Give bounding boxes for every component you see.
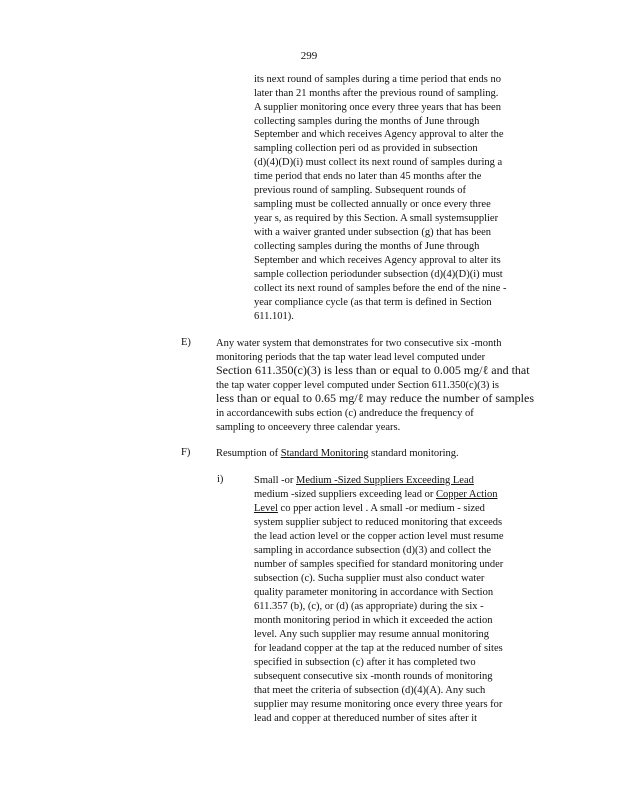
- item-f-line: [216, 447, 459, 461]
- paragraph-line: later than 21 months after the previous round of sampling.: [254, 88, 499, 99]
- paragraph-line: [254, 488, 498, 502]
- paragraph-line: in accordancewith subs ection (c) andreduce the frequency of: [216, 408, 474, 419]
- paragraph-line: monitoring periods that the tap water lead level computed under: [216, 352, 486, 363]
- paragraph-line: year compliance cycle (as that term is defined in Section: [254, 297, 492, 308]
- paragraph-line: [254, 502, 485, 516]
- paragraph-line: its next round of samples during a time period that ends no: [254, 74, 501, 85]
- paragraph-line: collecting samples during the months of June through: [254, 241, 480, 252]
- item-f-text: standard monitoring.: [368, 448, 459, 459]
- item-e-label: E): [181, 337, 191, 348]
- line-text: medium -sized suppliers exceeding lead or: [254, 489, 436, 500]
- paragraph-line: month monitoring period in which it exceeded the action: [254, 615, 493, 626]
- paragraph-line: Any water system that demonstrates for two consecutive six -month: [216, 338, 502, 349]
- item-fi-label: i): [217, 474, 224, 485]
- paragraph-line: A supplier monitoring once every three years that has been: [254, 102, 501, 113]
- paragraph-line: sample collection periodunder subsection (d)(4)(D)(i) must: [254, 269, 503, 280]
- paragraph-line: September and which receives Agency approval to alter its: [254, 255, 501, 266]
- paragraph-line: previous round of sampling. Subsequent rounds of: [254, 185, 467, 196]
- paragraph-line: level. Any such supplier may resume annual monitoring: [254, 629, 490, 640]
- paragraph-line: Section 611.350(c)(3) is less than or equal to 0.005 mg/ℓ and that: [216, 363, 530, 377]
- paragraph-line: time period that ends no later than 45 months after the: [254, 171, 482, 182]
- paragraph-line: the tap water copper level computed under Section 611.350(c)(3) is: [216, 380, 500, 391]
- inserted-text: Level: [254, 503, 278, 514]
- paragraph-line: the lead action level or the copper action level must resume: [254, 531, 504, 542]
- paragraph-line: September and which receives Agency approval to alter the: [254, 129, 504, 140]
- paragraph-line: subsection (c). Sucha supplier must also conduct water: [254, 573, 485, 584]
- paragraph-line: sampling in accordance subsection (d)(3) and collect the: [254, 545, 492, 556]
- inserted-text: Copper Action: [435, 489, 498, 500]
- paragraph-line: for leadand copper at the tap at the reduced number of sites: [254, 643, 503, 654]
- paragraph-line: supplier may resume monitoring once every three years for: [254, 699, 503, 710]
- paragraph-line: less than or equal to 0.65 mg/ℓ may reduce the number of samples: [216, 391, 534, 405]
- paragraph-line: collect its next round of samples before the end of the nine -: [254, 283, 507, 294]
- paragraph-line: [254, 474, 474, 488]
- paragraph-line: subsequent consecutive six -month rounds of monitoring: [254, 671, 493, 682]
- item-f-inserted-text: Standard Monitoring: [280, 448, 369, 459]
- line-text: co pper action level . A small -or medium - sized: [277, 503, 485, 514]
- paragraph-line: quality parameter monitoring in accordance with Section: [254, 587, 494, 598]
- paragraph-line: lead and copper at thereduced number of sites after it: [254, 713, 478, 724]
- paragraph-line: number of samples specified for standard monitoring under: [254, 559, 504, 570]
- paragraph-line: 611.101).: [254, 311, 294, 322]
- paragraph-line: collecting samples during the months of June through: [254, 116, 480, 127]
- item-f-text: Resumption of: [216, 448, 281, 459]
- paragraph-line: specified in subsection (c) after it has completed two: [254, 657, 476, 668]
- paragraph-line: that meet the criteria of subsection (d)(4)(A). Any such: [254, 685, 486, 696]
- paragraph-line: with a waiver granted under subsection (g) that has been: [254, 227, 492, 238]
- page-number: 299: [300, 50, 318, 62]
- paragraph-line: sampling collection peri od as provided in subsection: [254, 143, 478, 154]
- paragraph-line: 611.357 (b), (c), or (d) (as appropriate) during the six -: [254, 601, 484, 612]
- line-text: Small -or: [254, 475, 296, 486]
- paragraph-line: sampling to onceevery three calendar years.: [216, 422, 401, 433]
- paragraph-line: sampling must be collected annually or once every three: [254, 199, 491, 210]
- paragraph-line: year s, as required by this Section. A small systemsupplier: [254, 213, 499, 224]
- paragraph-line: system supplier subject to reduced monitoring that exceeds: [254, 517, 503, 528]
- item-f-label: F): [181, 447, 191, 458]
- inserted-text: Medium -Sized Suppliers Exceeding Lead: [296, 475, 474, 486]
- paragraph-line: (d)(4)(D)(i) must collect its next round of samples during a: [254, 157, 503, 168]
